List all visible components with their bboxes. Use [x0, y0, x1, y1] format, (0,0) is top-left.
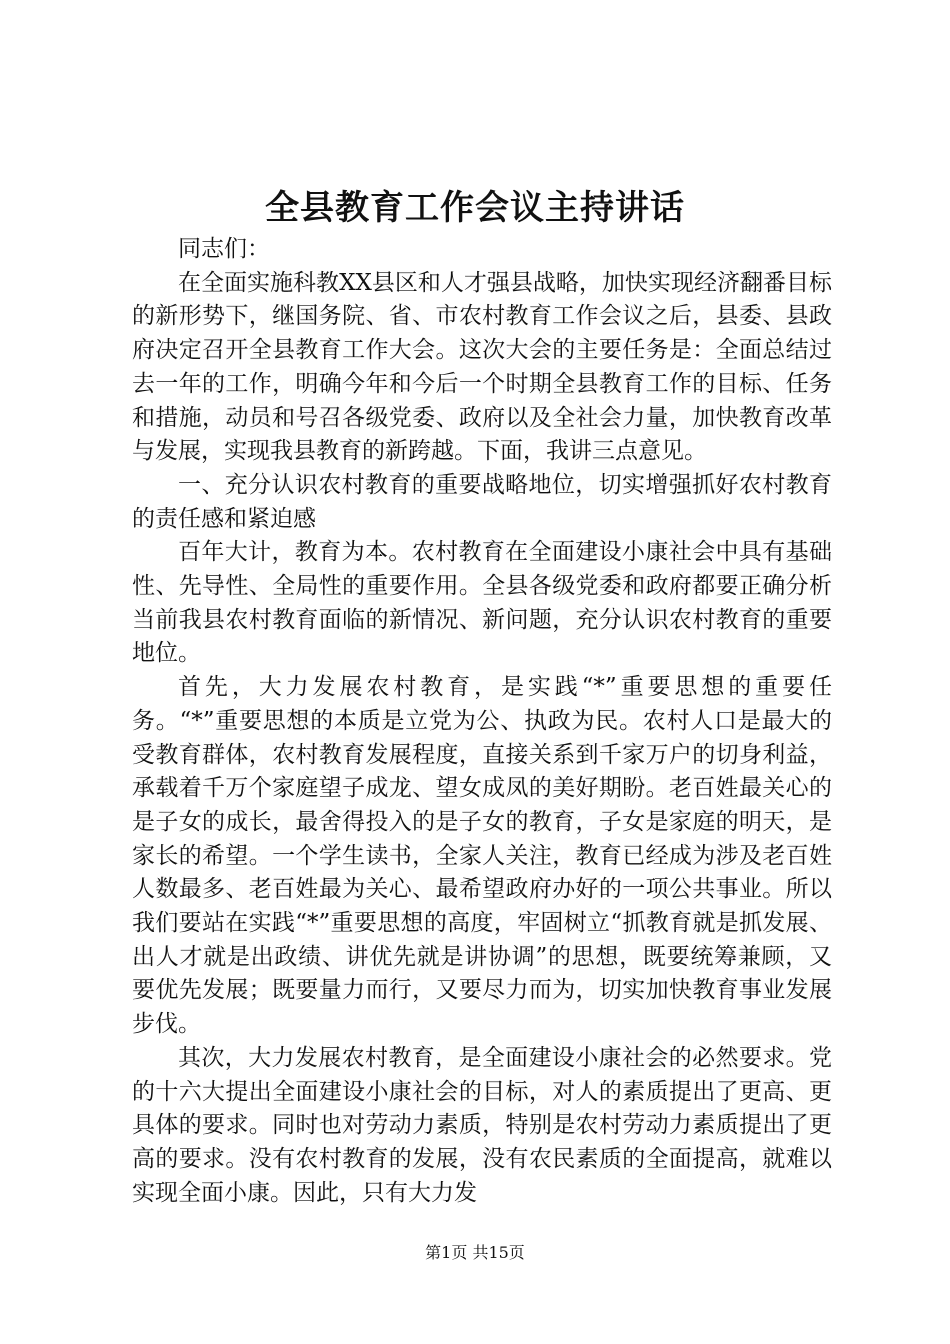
document-body: [132, 233, 832, 1210]
body-paragraph: 首先，大力发展农村教育，是实践“*”重要思想的重要任务。“*”重要思想的本质是立党为公、执政为民。农村人口是最大的受教育群体，农村教育发展程度，直接关系到千家万户的切身利益，承载着千万个家庭望子成龙、望女成凤的美好期盼。老百姓最关心的是子女的成长，最舍得投入的是子女的教育，子女是家庭的明天，是家长的希望。一个学生读书，全家人关注，教育已经成为涉及老百姓人数最多、老百姓最为关心、最希望政府办好的一项公共事业。所以我们要站在实践“*”重要思想的高度，牢固树立“抓教育就是抓发展、出人才就是出政绩、讲优先就是讲协调”的思想，既要统筹兼顾，又要优先发展；既要量力而行，又要尽力而为，切实加快教育事业发展步伐。: [132, 674, 832, 1038]
section-heading-1: 一、充分认识农村教育的重要战略地位，切实增强抓好农村教育的责任感和紧迫感: [132, 471, 832, 532]
intro-paragraph: 在全面实施科教XX县区和人才强县战略，加快实现经济翻番目标的新形势下，继国务院、省、市农村教育工作会议之后，县委、县政府决定召开全县教育工作大会。这次大会的主要任务是：全面总结过去一年的工作，明确今年和今后一个时期全县教育工作的目标、任务和措施，动员和号召各级党委、政府以及全社会力量，加快教育改革与发展，实现我县教育的新跨越。下面，我讲三点意见。: [132, 269, 832, 465]
salutation-paragraph: 同志们：: [178, 236, 270, 262]
body-paragraph: 百年大计，教育为本。农村教育在全面建设小康社会中具有基础性、先导性、全局性的重要作用。全县各级党委和政府都要正确分析当前我县农村教育面临的新情况、新问题，充分认识农村教育的重要地位。: [132, 539, 832, 667]
document-title: 全县教育工作会议主持讲话: [265, 188, 685, 228]
body-paragraph: 其次，大力发展农村教育，是全面建设小康社会的必然要求。党的十六大提出全面建设小康社会的目标，对人的素质提出了更高、更具体的要求。同时也对劳动力素质，特别是农村劳动力素质提出了更高的要求。没有农村教育的发展，没有农民素质的全面提高，就难以实现全面小康。因此，只有大力发: [132, 1044, 832, 1206]
page-number-footer: 第1页 共15页: [425, 1243, 525, 1262]
